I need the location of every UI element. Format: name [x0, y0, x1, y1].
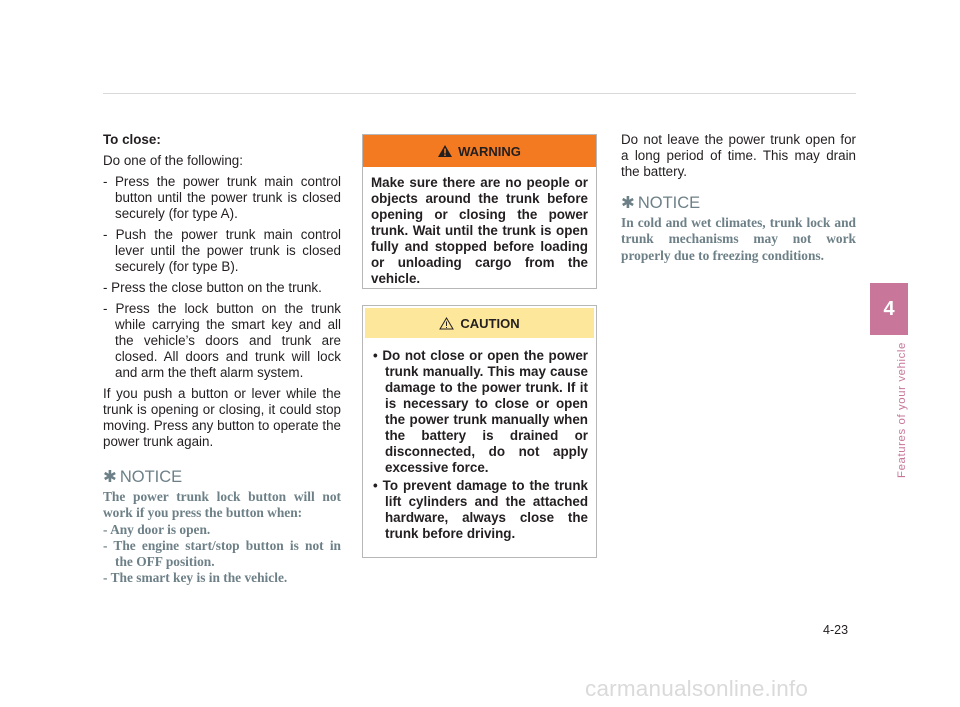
top-rule [103, 93, 856, 94]
chapter-label: Features of your vehicle [896, 342, 908, 478]
list-item: - Push the power trunk main control lever until the power trunk is closed securely (for type B). [103, 227, 341, 274]
list-item: - The engine start/stop button is not in the OFF position. [103, 537, 341, 570]
body-paragraph: Do not leave the power trunk open for a long period of time. This may drain the battery. [621, 132, 856, 179]
list-item: • To prevent damage to the trunk lift cylinders and the attached hardware, always close the trunk before driving. [373, 478, 588, 541]
section-heading: To close: [103, 132, 161, 147]
notice-heading [621, 195, 856, 211]
notice-title: NOTICE [119, 468, 183, 486]
list-item: - Press the lock button on the trunk while carrying the smart key and all the vehicle’s doors and trunk are closed. All doors and trunk will lock and arm the theft alarm system. [103, 301, 341, 380]
warning-box [362, 134, 597, 289]
body-paragraph: If you push a button or lever while the trunk is opening or closing, it could stop moving. Press any button to operate the power trunk again. [103, 386, 341, 449]
notice-title: NOTICE [637, 194, 701, 212]
warning-header [363, 135, 596, 167]
list-item: • Do not close or open the power trunk manually. This may cause damage to the power trunk. If it is necessary to close or open the power trunk manually when the battery is drained or disconnected, do not apply excessive force. [373, 348, 588, 475]
caution-body [363, 338, 596, 542]
right-column [621, 132, 856, 264]
caution-triangle-icon [439, 317, 454, 330]
chapter-tab: 4 [870, 283, 908, 335]
intro-text: Do one of the following: [103, 153, 243, 168]
star-icon: ✱ [621, 194, 635, 212]
list-item: - The smart key is in the vehicle. [103, 570, 288, 586]
warning-title: WARNING [458, 143, 521, 159]
watermark: carmanualsonline.info [585, 676, 809, 701]
caution-header [365, 308, 594, 338]
notice-body [103, 489, 341, 587]
warning-triangle-icon [438, 145, 452, 157]
warning-text: Make sure there are no people or objects around the trunk before opening or closing the power trunk. Wait until the trunk is open fully and stopped before loading or unloading cargo from the vehicle. [371, 175, 588, 286]
left-column [103, 132, 341, 587]
list-item: - Any door is open. [103, 521, 211, 537]
list-item: - Press the close button on the trunk. [103, 280, 322, 295]
notice-heading [103, 469, 341, 485]
caution-box [362, 305, 597, 558]
list-item: - Press the power trunk main control button until the power trunk is closed securely (for type A). [103, 174, 341, 221]
caution-title: CAUTION [460, 315, 520, 331]
star-icon: ✱ [103, 468, 117, 486]
notice-intro: The power trunk lock button will not work if you press the button when: [103, 489, 341, 521]
notice-body: In cold and wet climates, trunk lock and trunk mechanisms may not work properly due to freezing conditions. [621, 215, 856, 263]
page-number: 4-23 [823, 623, 849, 637]
